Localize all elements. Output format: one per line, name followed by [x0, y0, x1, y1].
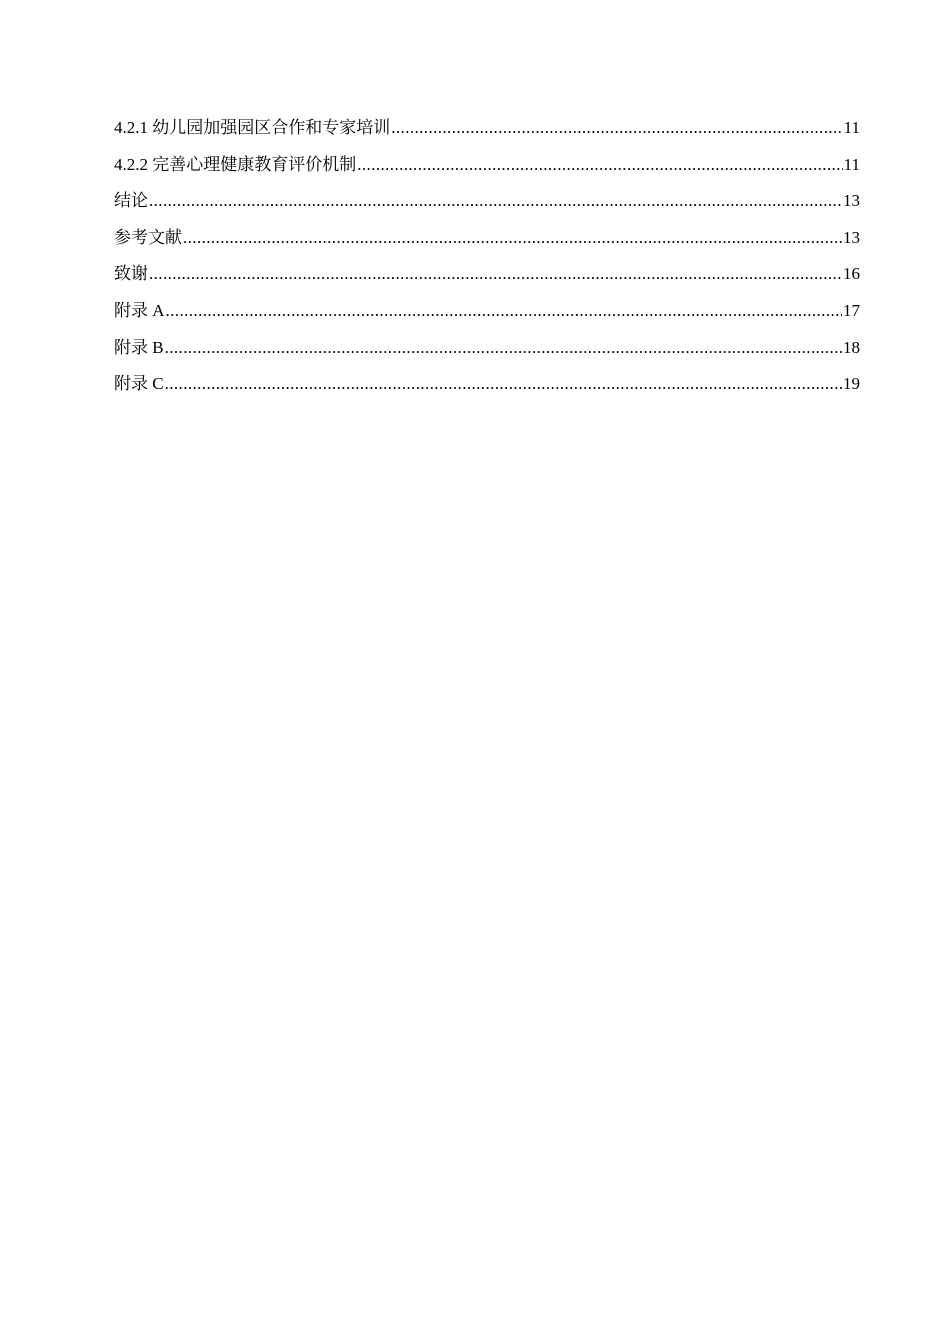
toc-entry-page: 17	[843, 300, 860, 320]
toc-dot-leader	[149, 183, 842, 220]
toc-entry-page: 16	[843, 264, 860, 284]
toc-entry-title: 参考文献	[114, 227, 182, 247]
toc-entry-page: 19	[843, 374, 860, 394]
toc-dot-leader	[357, 147, 842, 184]
toc-entry-title: 致谢	[114, 264, 148, 284]
toc-dot-leader	[165, 366, 842, 403]
toc-entry-title: 附录 A	[114, 300, 165, 320]
toc-entry-references[interactable]	[114, 220, 860, 257]
toc-dot-leader	[166, 293, 842, 330]
toc-entry-4-2-1[interactable]	[114, 110, 860, 147]
toc-entry-page: 13	[843, 227, 860, 247]
toc-dot-leader	[149, 256, 842, 293]
toc-entry-appendix-a[interactable]	[114, 293, 860, 330]
toc-entry-appendix-c[interactable]	[114, 366, 860, 403]
table-of-contents	[114, 110, 860, 403]
toc-dot-leader	[391, 110, 842, 147]
toc-dot-leader	[183, 220, 842, 257]
toc-entry-title: 4.2.2 完善心理健康教育评价机制	[114, 154, 357, 174]
toc-entry-page: 11	[843, 118, 860, 137]
toc-entry-title: 附录 B	[114, 337, 164, 357]
toc-entry-title: 4.2.1 幼儿园加强园区合作和专家培训	[114, 118, 391, 137]
toc-entry-4-2-2[interactable]	[114, 147, 860, 184]
toc-entry-page: 11	[843, 154, 860, 174]
toc-entry-title: 附录 C	[114, 374, 164, 394]
toc-entry-title: 结论	[114, 191, 148, 211]
toc-entry-acknowledgements[interactable]	[114, 256, 860, 293]
toc-entry-page: 18	[843, 337, 860, 357]
toc-entry-page: 13	[843, 191, 860, 211]
toc-entry-appendix-b[interactable]	[114, 330, 860, 367]
toc-dot-leader	[165, 330, 842, 367]
toc-entry-conclusion[interactable]	[114, 183, 860, 220]
